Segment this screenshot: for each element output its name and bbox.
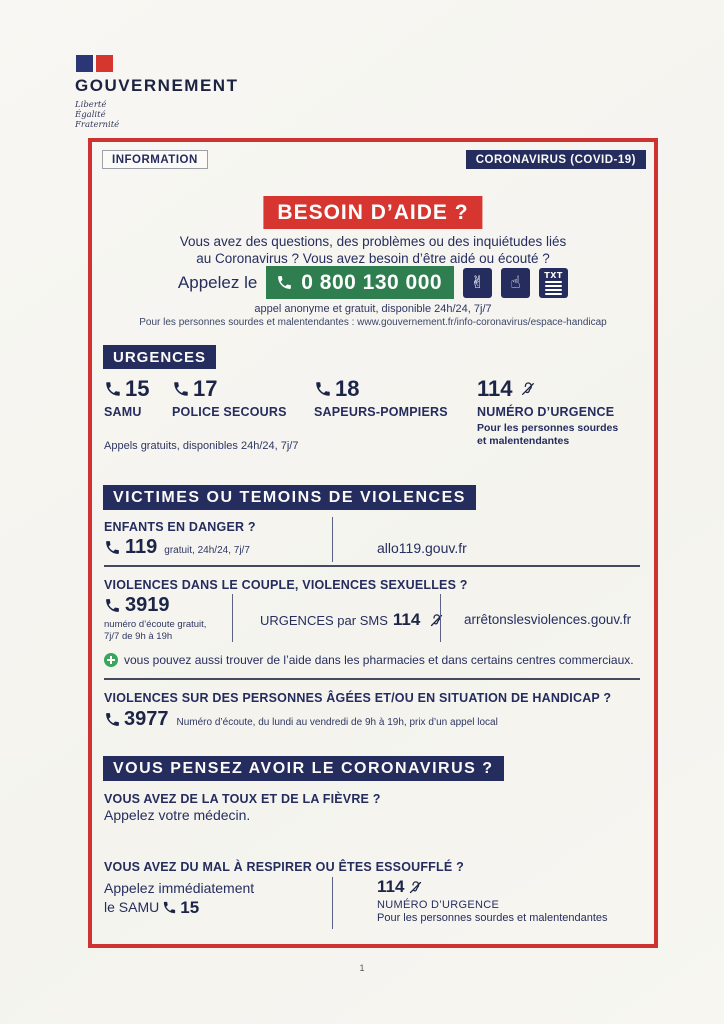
agees-detail: Numéro d’écoute, du lundi au vendredi de 9h à 19h, prix d’un appel local [176,717,498,728]
motto-line: Égalité [75,110,106,120]
respirer-answer-line-1: Appelez immédiatement [104,880,255,896]
motto [75,100,238,130]
urgence-114 [477,376,627,447]
enfants-number: 119 [125,536,158,558]
plus-icon [104,653,118,667]
victimes-header: VICTIMES OU TEMOINS DE VIOLENCES [103,485,476,510]
urgence-number: 15 [125,376,150,401]
divider [104,565,640,567]
phone-icon [104,380,122,398]
flag-red-stripe [96,55,113,72]
couple-detail [104,619,206,642]
urgence-pompiers [314,376,448,419]
phone-icon [162,900,177,915]
sms-prefix-label: URGENCES par SMS [260,612,388,628]
flag-blue-stripe [76,55,93,72]
arretonslesviolences-website: arrêtonslesviolences.gouv.fr [464,612,632,627]
lsf-hand-icon: ☝ [501,268,530,298]
urgence-number-row [477,376,627,402]
sign-language-icon: ✌ [463,268,492,298]
divider [232,594,233,642]
hotline-number-box [266,266,454,299]
samu-number: 15 [180,898,200,917]
urgence-label: POLICE SECOURS [172,405,287,419]
deaf-icon [408,880,423,895]
agees-number: 3977 [124,708,169,730]
txt-lines-glyph [545,281,562,297]
couple-number: 3919 [125,594,170,616]
urgence-number: 114 [477,376,513,401]
phone-icon [276,274,293,291]
phone-icon [104,711,121,728]
respirer-samu-row [104,898,254,917]
coronavirus-header: VOUS PENSEZ AVOIR LE CORONAVIRUS ? [103,756,504,781]
urgence-samu [104,376,149,419]
respirer-answer [104,879,254,917]
urgence-sublabel: Pour les personnes sourdes et malentendantes [377,912,608,924]
respirer-question: VOUS AVEZ DU MAL À RESPIRER OU ÊTES ESSOUFFLÉ ? [104,860,464,874]
intro-line-1: Vous avez des questions, des problèmes ou des inquiétudes liés [179,234,567,249]
allo119-website: allo119.gouv.fr [377,540,467,556]
phone-icon [172,380,190,398]
phone-icon [104,597,121,614]
urgence-number-row [172,376,287,402]
enfants-detail: gratuit, 24h/24, 7j/7 [164,545,250,556]
sms-number: 114 [392,610,421,629]
urgence-label: NUMÉRO D’URGENCE [377,899,500,911]
intro-text [92,234,654,267]
phone-icon [314,380,332,398]
urgence-police [172,376,287,419]
toux-question: VOUS AVEZ DE LA TOUX ET DE LA FIÈVRE ? [104,792,381,806]
motto-line: Liberté [75,100,107,110]
divider [332,517,333,562]
sms-cell [260,610,444,630]
couple-detail-line: 7j/7 de 9h à 19h [104,630,173,642]
urgence-number: 114 [377,877,405,896]
phone-icon [104,539,121,556]
txt-label: TXT [544,270,563,280]
urgence-number-row [104,376,149,402]
motto-line: Fraternité [75,120,120,130]
deaf-icon [520,381,536,397]
intro-line-2: au Coronavirus ? Vous avez besoin d’être aidé ou écouté ? [196,250,550,266]
respirer-answer-line-2: le SAMU [104,899,160,915]
couple-number-row [104,594,206,617]
hotline-note-2: Pour les personnes sourdes et malentendantes : www.gouvernement.fr/info-coronavirus/espace-handicap [139,317,607,328]
urgence-number: 18 [335,376,360,401]
agees-number-row [104,708,498,731]
enfants-question: ENFANTS EN DANGER ? [104,520,256,534]
besoin-daide-title: BESOIN D’AIDE ? [263,196,482,229]
poster-frame [88,138,658,948]
hotline-number: 0 800 130 000 [301,270,443,294]
respirer-114-row [377,877,608,897]
urgences-header: URGENCES [103,345,216,369]
couple-detail-line: numéro d’écoute gratuit, [104,619,207,630]
divider [332,877,333,929]
call-prefix-label: Appelez le [177,272,258,292]
couple-question: VIOLENCES DANS LE COUPLE, VIOLENCES SEXUELLES ? [104,578,468,592]
urgence-sublabel: Pour les personnes sourdes et malentendantes [477,422,619,447]
urgences-note: Appels gratuits, disponibles 24h/24, 7j/7 [104,440,299,452]
agees-question: VIOLENCES SUR DES PERSONNES ÂGÉES ET/OU EN SITUATION DE HANDICAP ? [104,691,612,705]
divider [440,594,441,642]
government-logo [75,55,238,130]
pharmacy-note-row [104,653,634,667]
deaf-icon [429,613,444,628]
urgence-number: 17 [193,376,218,401]
government-wordmark: GOUVERNEMENT [75,76,239,95]
respirer-114-cell [377,877,608,924]
divider [104,678,640,680]
hotline-row [92,266,654,299]
urgence-label: SAPEURS-POMPIERS [314,405,448,419]
information-tag: INFORMATION [102,150,208,169]
french-flag-icon [76,55,116,72]
enfants-number-row [104,536,250,559]
coronavirus-tag: CORONAVIRUS (COVID-19) [466,150,646,169]
hotline-note-1: appel anonyme et gratuit, disponible 24h/24, 7j/7 [254,303,492,315]
page-number: 1 [359,963,365,973]
text-relay-icon [539,268,568,298]
pharmacy-note: vous pouvez aussi trouver de l’aide dans les pharmacies et dans certains centres commerciaux. [124,653,634,667]
urgence-number-row [314,376,448,402]
urgence-label: NUMÉRO D’URGENCE [477,405,615,419]
couple-number-cell [104,594,206,642]
urgence-label: SAMU [104,405,142,419]
toux-answer: Appelez votre médecin. [104,807,251,823]
